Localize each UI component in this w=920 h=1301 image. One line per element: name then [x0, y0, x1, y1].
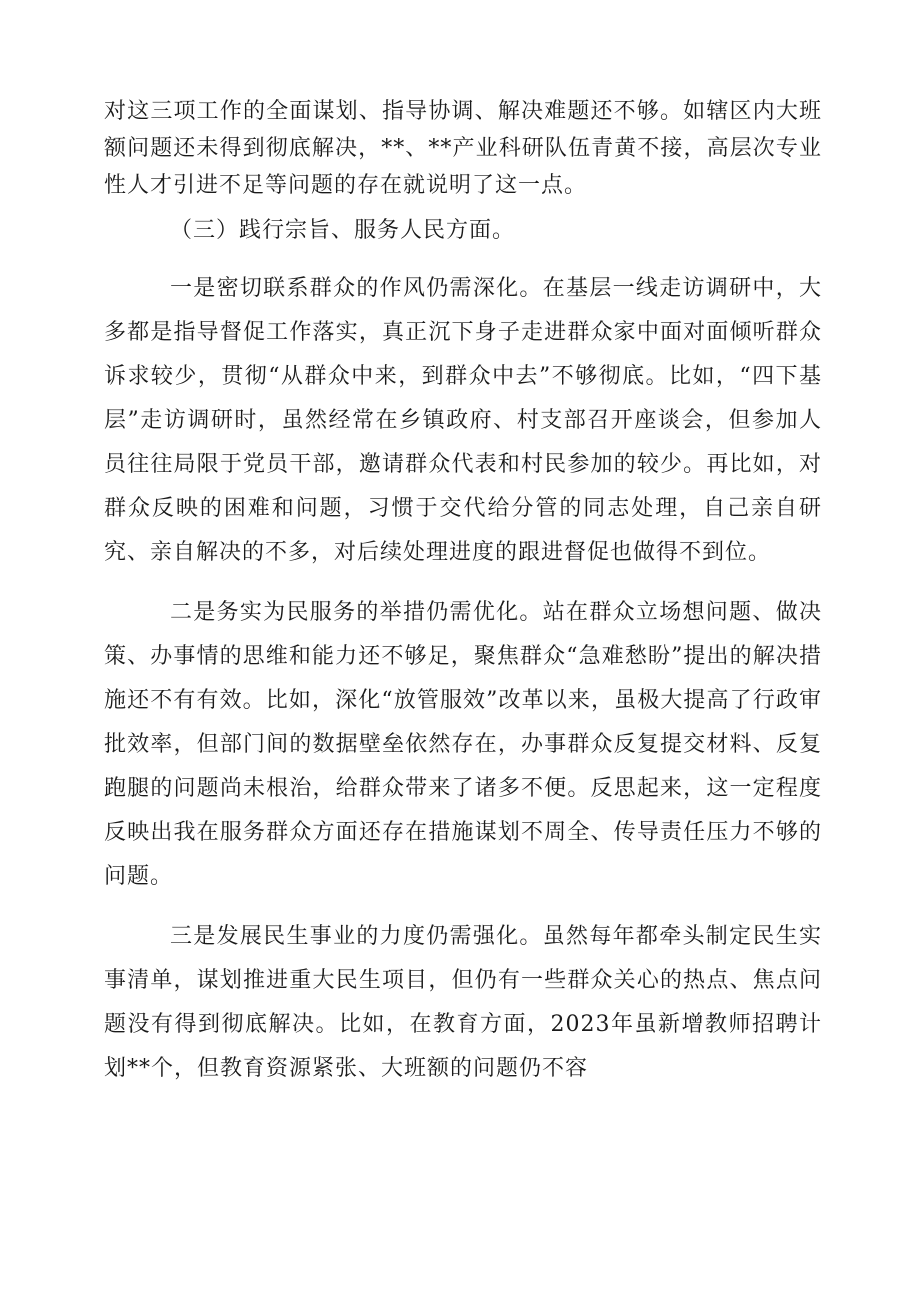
document-body [104, 93, 822, 1091]
paragraph-continuation: 对这三项工作的全面谋划、指导协调、解决难题还不够。如辖区内大班额问题还未得到彻底解决，**、**产业科研队伍青黄不接，高层次专业性人才引进不足等问题的存在就说明了这一点。 [104, 99, 822, 198]
paragraph-point-two: 二是务实为民服务的举措仍需优化。站在群众立场想问题、做决策、办事情的思维和能力还不够足，聚焦群众“急难愁盼”提出的解决措施还不有有效。比如，深化“放管服效”改革以来，虽极大提高了行政审批效率，但部门间的数据壁垒依然存在，办事群众反复提交材料、反复跑腿的问题尚未根治，给群众带来了诸多不便。反思起来，这一定程度反映出我在服务群众方面还存在措施谋划不周全、传导责任压力不够的问题。 [104, 600, 822, 889]
section-heading: （三）践行宗旨、服务人民方面。 [170, 218, 516, 243]
paragraph-point-one: 一是密切联系群众的作风仍需深化。在基层一线走访调研中，大多都是指导督促工作落实，真正沉下身子走进群众家中面对面倾听群众诉求较少，贯彻“从群众中来，到群众中去”不够彻底。比如，“四下基层”走访调研时，虽然经常在乡镇政府、村支部召开座谈会，但参加人员往往局限于党员干部，邀请群众代表和村民参加的较少。再比如，对群众反映的困难和问题，习惯于交代给分管的同志处理，自己亲自研究、亲自解决的不多，对后续处理进度的跟进督促也做得不到位。 [104, 276, 822, 565]
paragraph-point-three: 三是发展民生事业的力度仍需强化。虽然每年都牵头制定民生实事清单，谋划推进重大民生项目，但仍有一些群众关心的热点、焦点问题没有得到彻底解决。比如，在教育方面，2023年虽新增教师招聘计划**个，但教育资源紧张、大班额的问题仍不容 [104, 924, 822, 1081]
